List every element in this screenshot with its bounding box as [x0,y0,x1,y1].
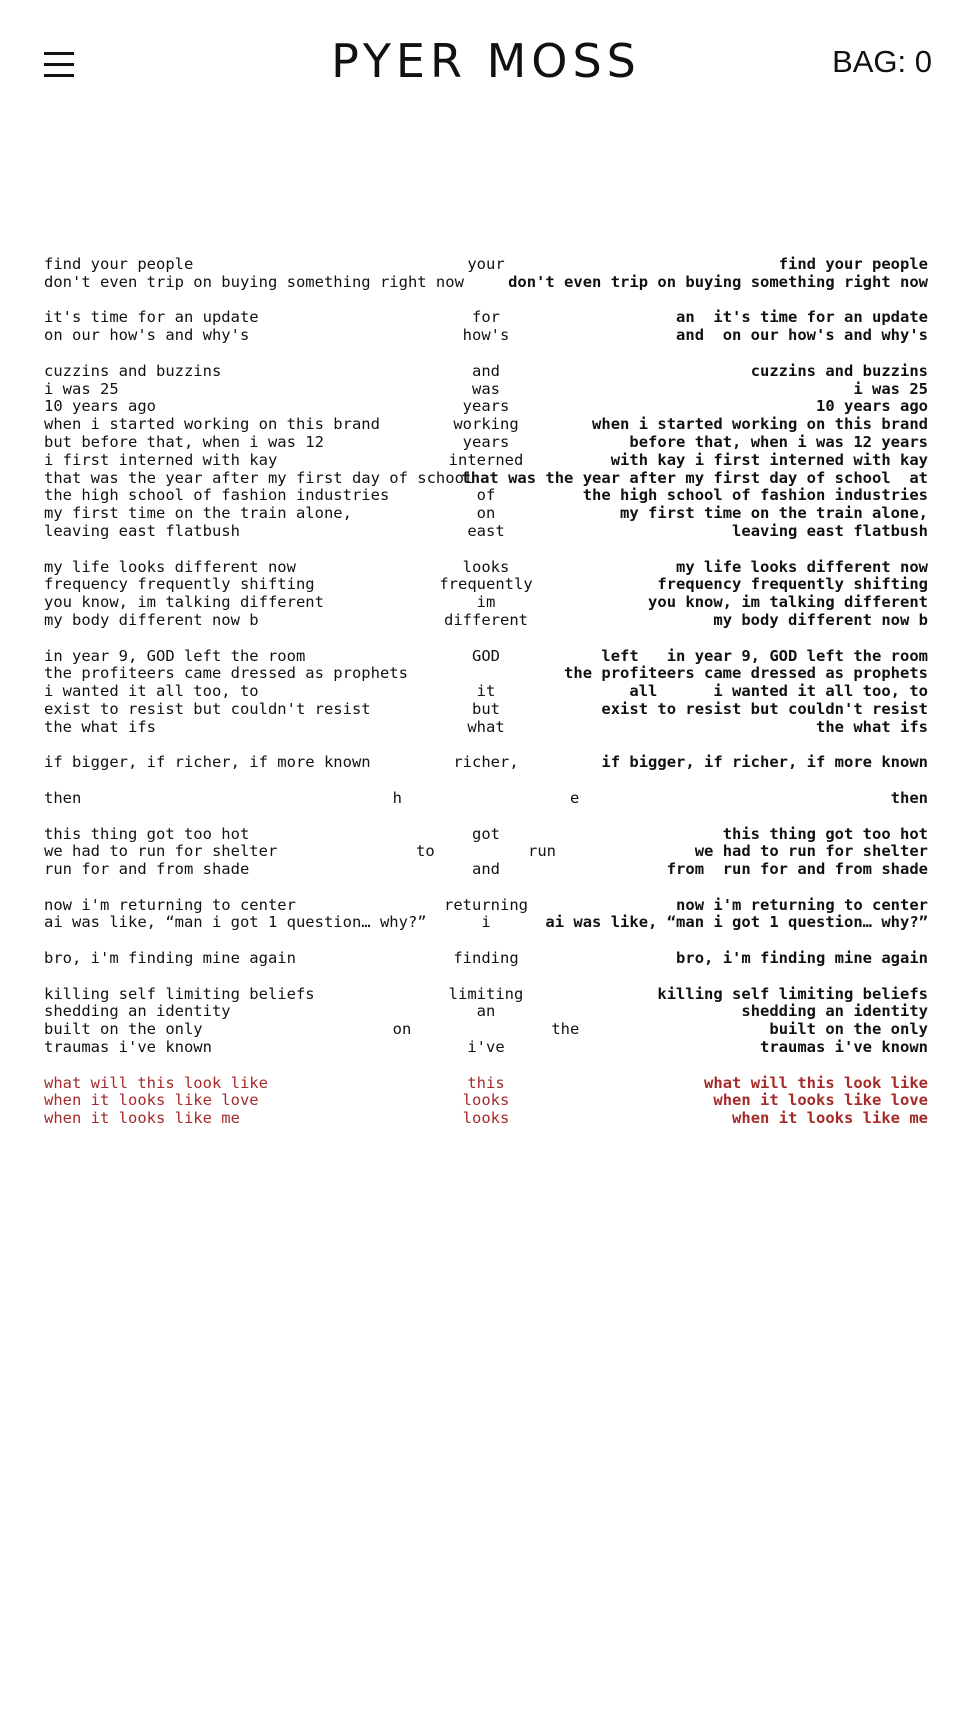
poem-line-middle: limiting [448,984,524,1003]
poem-line-right: the high school of fashion industries [582,486,928,505]
poem-line-middle: looks [462,557,510,576]
poem-line-right: an it's time for an update [676,308,928,327]
poem-line [44,683,928,701]
poem-line-right: we had to run for shelter [694,842,928,861]
poem-line-middle: frequently [439,575,533,594]
poem-line-right: shedding an identity [741,1002,928,1021]
poem-line-right: this thing got too hot [722,824,928,843]
poem-line-middle: i've [467,1038,505,1057]
poem-line [44,648,928,666]
poem-line-left: when it looks like me [44,1109,240,1128]
poem-line [44,701,928,719]
poem-line [44,1039,928,1057]
poem-line [44,470,928,488]
poem-line-middle: of [476,486,496,505]
poem-line-left: now i'm returning to center [44,895,296,914]
poem-line [44,381,928,399]
poem-line-right: killing self limiting beliefs [657,984,928,1003]
poem-line-right: then [890,788,928,807]
poem-line-middle: got [472,824,500,843]
poem-line-right: what will this look like [704,1073,928,1092]
poem-stanza-gap [44,292,928,310]
poem-line-right: if bigger, if richer, if more known [601,753,928,772]
poem-text-block [44,256,928,1128]
poem-line [44,914,928,932]
poem-line-right: when i started working on this brand [592,415,928,434]
poem-line-left: what will this look like [44,1073,268,1092]
poem-line-middle: to run [416,842,556,861]
poem-line [44,719,928,737]
poem-line [44,843,928,861]
poem-line-right: when it looks like love [713,1091,928,1110]
poem-line-right: my body different now b [713,610,928,629]
poem-line-left: then [44,788,82,807]
poem-line-right: with kay i first interned with kay [610,450,928,469]
poem-line-left: in year 9, GOD left the room [44,646,306,665]
poem-line-left: bro, i'm finding mine again [44,949,296,968]
poem-line-left: find your people [44,255,194,273]
poem-line [44,1092,928,1110]
poem-line-middle: and [472,361,500,380]
poem-line-right: now i'm returning to center [676,895,928,914]
poem-line-middle: different [444,610,528,629]
poem-line-left: when it looks like love [44,1091,259,1110]
poem-line-middle: your [467,255,505,273]
poem-line [44,523,928,541]
poem-line-middle: it [476,682,496,701]
poem-line [44,363,928,381]
poem-line-left: ai was like, “man i got 1 question… why?” [44,913,427,932]
poem-line-middle: working [453,415,519,434]
poem-line-left: shedding an identity [44,1002,231,1021]
poem-line-middle: GOD [472,646,500,665]
poem-line-right: when it looks like me [732,1109,928,1128]
poem-line-right: leaving east flatbush [732,521,928,540]
poem-line-right: bro, i'm finding mine again [676,949,928,968]
poem-line-middle: im [476,593,496,612]
site-header [0,0,972,130]
poem-line-middle: years [462,432,510,451]
poem-line-middle: richer, [453,753,519,772]
poem-line-left: the profiteers came dressed as prophets [44,664,408,683]
poem-line-right: the what ifs [816,717,928,736]
poem-line-left: that was the year after my first day of school [44,468,474,487]
poem-stanza-gap [44,345,928,363]
poem-line-left: built on the only [44,1020,203,1039]
poem-line-middle: was [472,379,500,398]
poem-line-middle: and [472,860,500,879]
poem-stanza-gap [44,630,928,648]
poem-line-left: i wanted it all too, to [44,682,259,701]
poem-line-left: leaving east flatbush [44,521,240,540]
poem-stanza-gap [44,1057,928,1075]
poem-line-right: built on the only [769,1020,928,1039]
poem-stanza-gap [44,968,928,986]
poem-line-left: traumas i've known [44,1038,212,1057]
poem-line [44,1110,928,1128]
poem-line-middle: returning [444,895,528,914]
poem-stanza-gap [44,737,928,755]
poem-line-left: you know, im talking different [44,593,324,612]
poem-line-left: killing self limiting beliefs [44,984,315,1003]
poem-line [44,897,928,915]
poem-line-left: i first interned with kay [44,450,278,469]
poem-line [44,309,928,327]
poem-line-middle: looks [462,1109,510,1128]
poem-line-right: find your people [778,255,928,273]
poem-line-left: my body different now b [44,610,259,629]
poem-line [44,594,928,612]
poem-line-right: that was the year after my first day of school at [461,468,928,487]
poem-line-middle: for [472,308,500,327]
poem-line [44,505,928,523]
poem-line [44,790,928,808]
poem-line [44,612,928,630]
poem-line-left: if bigger, if richer, if more known [44,753,371,772]
poem-line-right: from run for and from shade [666,860,928,879]
poem-line [44,398,928,416]
poem-line [44,416,928,434]
poem-line [44,452,928,470]
poem-line-middle: on the [392,1020,580,1039]
poem-line-middle: this [467,1073,505,1092]
poem-line-left: the what ifs [44,717,156,736]
poem-line-middle: i [481,913,491,932]
poem-line-middle: looks [462,1091,510,1110]
poem-line-left: this thing got too hot [44,824,250,843]
poem-line-right: before that, when i was 12 years [629,432,928,451]
poem-line-left: but before that, when i was 12 [44,432,324,451]
poem-line-middle: how's [462,326,510,345]
poem-line [44,754,928,772]
poem-line-right: cuzzins and buzzins [750,361,928,380]
poem-line-middle: on [476,504,496,523]
poem-line-left: 10 years ago [44,397,156,416]
poem-line-left: my first time on the train alone, [44,504,352,523]
poem-line-right: 10 years ago [816,397,928,416]
shopping-bag-link[interactable]: BAG: 0 [832,44,932,79]
poem-line-middle: interned [448,450,524,469]
poem-line-right: frequency frequently shifting [657,575,928,594]
poem-line-right: all i wanted it all too, to [629,682,928,701]
poem-line-middle: an [476,1002,496,1021]
poem-line-right: exist to resist but couldn't resist [601,699,928,718]
poem-line-right: my life looks different now [676,557,928,576]
poem-stanza-gap [44,808,928,826]
poem-line-middle: years [462,397,510,416]
poem-line [44,487,928,505]
poem-line-right: the profiteers came dressed as prophets [564,664,928,683]
poem-line-middle: what [467,717,505,736]
poem-line-middle: h e [392,788,580,807]
poem-line [44,861,928,879]
poem-line [44,434,928,452]
poem-stanza-gap [44,879,928,897]
poem-line-right: you know, im talking different [648,593,928,612]
poem-line [44,950,928,968]
poem-line-left: i was 25 [44,379,119,398]
poem-line [44,274,928,292]
poem-line-middle: east [467,521,505,540]
poem-line-left: don't even trip on buying something right now [44,272,464,291]
poem-line-right: don't even trip on buying something right now [508,272,928,291]
poem-line-left: run for and from shade [44,860,250,879]
poem-line-left: my life looks different now [44,557,296,576]
poem-line-right: left in year 9, GOD left the room [601,646,928,665]
poem-line [44,1075,928,1093]
poem-line-left: on our how's and why's [44,326,250,345]
poem-line-left: when i started working on this brand [44,415,380,434]
poem-line-left: cuzzins and buzzins [44,361,222,380]
poem-stanza-gap [44,772,928,790]
poem-line-right: traumas i've known [760,1038,928,1057]
poem-line-left: we had to run for shelter [44,842,278,861]
poem-line [44,986,928,1004]
poem-line [44,1021,928,1039]
poem-line [44,826,928,844]
brand-logo[interactable]: PYER MOSS [331,34,641,88]
poem-line-right: ai was like, “man i got 1 question… why?” [545,913,928,932]
poem-line [44,576,928,594]
poem-line [44,559,928,577]
poem-line-middle: but [472,699,500,718]
poem-line [44,256,928,274]
poem-line [44,665,928,683]
poem-line-left: frequency frequently shifting [44,575,315,594]
poem-line-right: and on our how's and why's [676,326,928,345]
poem-stanza-gap [44,932,928,950]
poem-line-left: the high school of fashion industries [44,486,390,505]
poem-line [44,327,928,345]
poem-line-left: it's time for an update [44,308,259,327]
poem-line-middle: finding [453,949,519,968]
poem-line-right: my first time on the train alone, [620,504,928,523]
poem-line [44,1003,928,1021]
poem-line-left: exist to resist but couldn't resist [44,699,371,718]
poem-stanza-gap [44,541,928,559]
poem-line-right: i was 25 [853,379,928,398]
